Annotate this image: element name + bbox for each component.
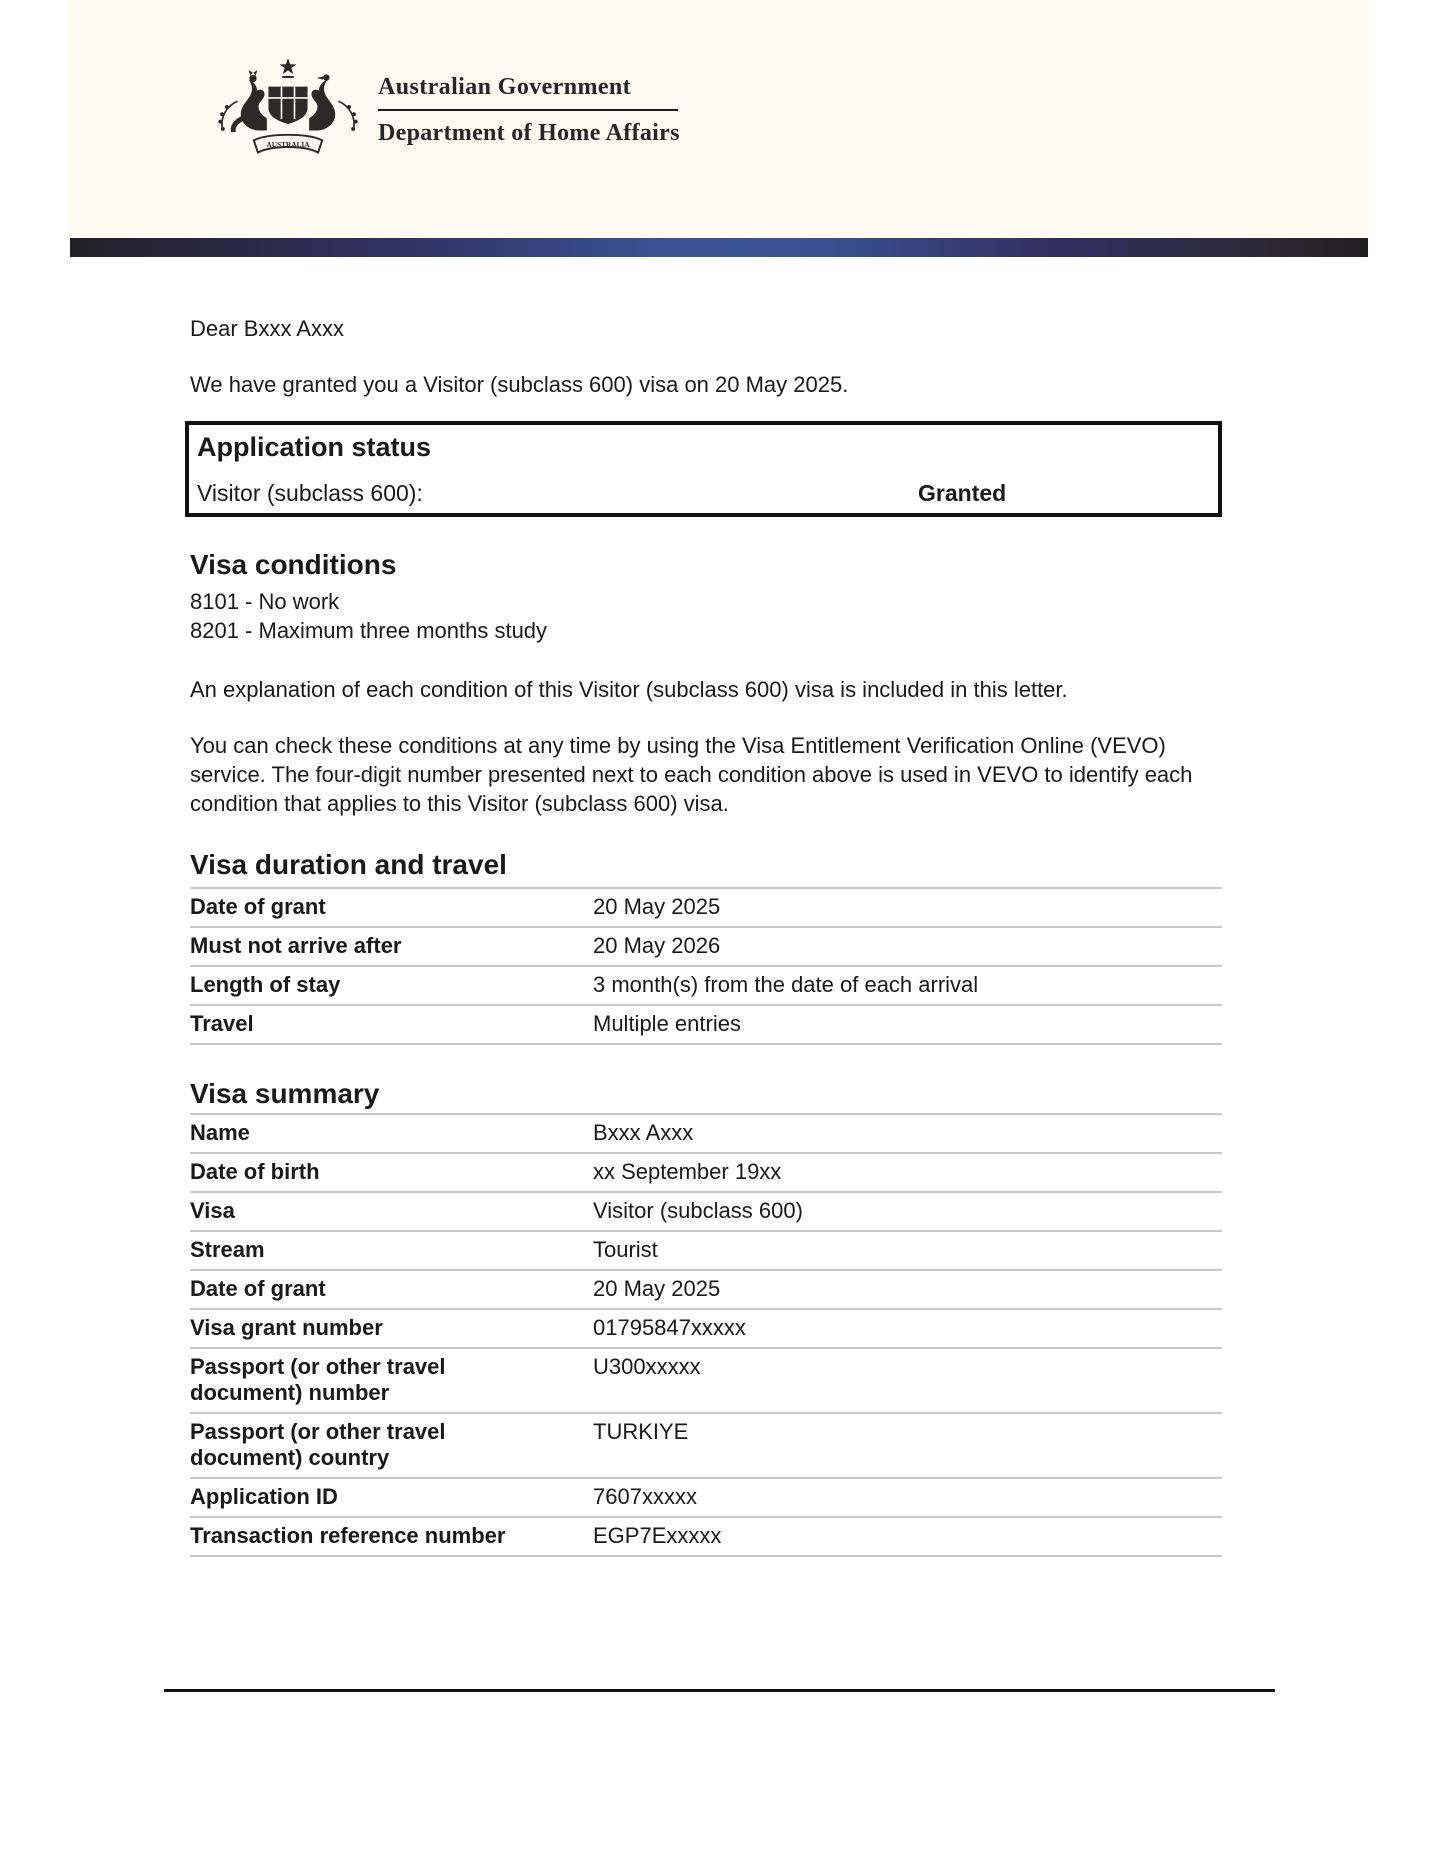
table-row xyxy=(190,1412,1222,1477)
visa-summary-title: Visa summary xyxy=(190,1078,380,1109)
header-panel xyxy=(70,0,1368,238)
row-value: EGP7Exxxxx xyxy=(593,1523,722,1548)
row-value: 20 May 2025 xyxy=(593,894,721,919)
row-value: Visitor (subclass 600) xyxy=(593,1198,803,1223)
status-value: Granted xyxy=(918,480,1007,506)
row-label: Date of birth xyxy=(190,1159,320,1184)
visa-type-label: Visitor (subclass 600): xyxy=(197,480,423,506)
header-divider xyxy=(378,109,678,111)
header-gradient-bar xyxy=(70,238,1368,257)
table-row xyxy=(190,1516,1222,1555)
row-label: Passport (or other travel document) number xyxy=(190,1354,446,1405)
salutation: Dear Bxxx Axxx xyxy=(190,316,345,341)
row-label: Passport (or other travel document) country xyxy=(190,1419,446,1470)
kangaroo-icon xyxy=(241,80,267,130)
condition-item: 8101 - No work xyxy=(190,589,340,614)
visa-duration-title: Visa duration and travel xyxy=(190,849,507,880)
row-label: Travel xyxy=(190,1011,254,1036)
row-label: Visa grant number xyxy=(190,1315,383,1340)
row-label: Visa xyxy=(190,1198,235,1223)
table-row xyxy=(190,1004,1222,1043)
row-value: U300xxxxx xyxy=(593,1354,701,1379)
row-value: 20 May 2026 xyxy=(593,933,721,958)
government-wordmark xyxy=(378,74,680,147)
row-value: Bxxx Axxx xyxy=(593,1120,694,1145)
table-row xyxy=(190,1347,1222,1412)
table-row xyxy=(190,1230,1222,1269)
visa-conditions-list xyxy=(190,587,547,645)
emu-icon xyxy=(309,80,335,130)
row-value: 20 May 2025 xyxy=(593,1276,721,1301)
row-value: Multiple entries xyxy=(593,1011,741,1036)
table-row xyxy=(190,1269,1222,1308)
summary-table xyxy=(190,1113,1222,1557)
row-value: TURKIYE xyxy=(593,1419,689,1444)
row-label: Length of stay xyxy=(190,972,341,997)
row-value: Tourist xyxy=(593,1237,658,1262)
intro-line: We have granted you a Visitor (subclass 600) visa on 20 May 2025. xyxy=(190,372,849,397)
row-label: Date of grant xyxy=(190,1276,326,1301)
australia-scroll-icon xyxy=(254,135,322,153)
row-value: xx September 19xx xyxy=(593,1159,782,1184)
row-label: Application ID xyxy=(190,1484,338,1509)
table-row xyxy=(190,1113,1222,1152)
table-row xyxy=(190,1477,1222,1516)
table-row xyxy=(190,1191,1222,1230)
conditions-explanation: An explanation of each condition of this Visitor (subclass 600) visa is included in this letter. xyxy=(190,677,1068,702)
crest-scroll-text: AUSTRALIA xyxy=(266,140,310,150)
row-value: 7607xxxxx xyxy=(593,1484,697,1509)
duration-table xyxy=(190,887,1222,1045)
commonwealth-star-icon xyxy=(280,58,296,74)
row-label: Date of grant xyxy=(190,894,326,919)
department-name: Department of Home Affairs xyxy=(378,120,680,146)
shield-icon xyxy=(268,87,307,124)
application-status-title: Application status xyxy=(197,432,432,462)
row-label: Transaction reference number xyxy=(190,1523,506,1548)
agency-name: Australian Government xyxy=(378,74,632,100)
table-row xyxy=(190,1308,1222,1347)
footer-divider xyxy=(164,1689,1275,1692)
row-label: Must not arrive after xyxy=(190,933,402,958)
visa-conditions-title: Visa conditions xyxy=(190,549,397,580)
table-row xyxy=(190,1152,1222,1191)
table-row xyxy=(190,926,1222,965)
row-label: Stream xyxy=(190,1237,265,1262)
table-row xyxy=(190,965,1222,1004)
vevo-note: You can check these conditions at any time by using the Visa Entitlement Verification Online (VEVO) service. The four-digit number presented next to each condition above is used in VEVO to identify each condition that applies to this Visitor (subclass 600) visa. xyxy=(190,733,1193,816)
table-row xyxy=(190,887,1222,926)
application-status-box xyxy=(185,421,1222,517)
row-value: 3 month(s) from the date of each arrival xyxy=(593,972,979,997)
condition-item: 8201 - Maximum three months study xyxy=(190,618,548,643)
row-label: Name xyxy=(190,1120,250,1145)
australian-coat-of-arms-icon xyxy=(206,54,370,168)
row-value: 01795847xxxxx xyxy=(593,1315,746,1340)
